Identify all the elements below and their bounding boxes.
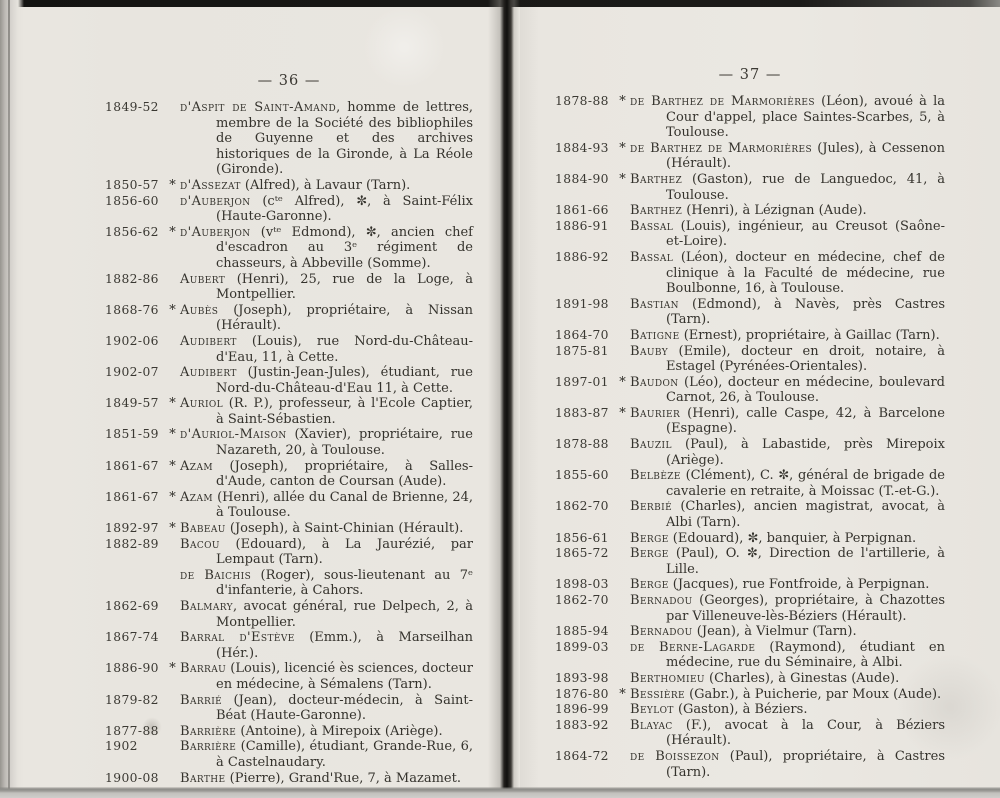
entry-text: (Alfred), à Lavaur (Tarn). (240, 177, 411, 193)
entry-name: Auriol (180, 396, 224, 412)
entry-years: 1899-03 (555, 639, 609, 654)
entry-name: Barthe (180, 770, 226, 786)
directory-entry (555, 406, 945, 437)
directory-entry (105, 568, 473, 599)
entry-years: 1892-97 (105, 521, 159, 536)
directory-entry (555, 687, 945, 703)
book-left-edge (0, 0, 24, 798)
entry-name: Bassal (630, 249, 674, 265)
entry-text: (Emile), docteur en droit, notaire, à Estagel (Pyrénées-Orientales). (666, 343, 945, 375)
entry-years: 1849-57 (105, 396, 159, 411)
entry-text: (Jean), à Vielmur (Tarn). (692, 624, 857, 640)
entry-text: (Jules), à Cessenon (Hérault). (666, 140, 945, 172)
entry-name: Barrière (180, 723, 237, 739)
entry-text: (Gabr.), à Puicherie, par Moux (Aude). (684, 686, 942, 702)
entry-text: (R. P.), professeur, à l'Ecole Captier, à Saint-Sébastien. (216, 396, 473, 427)
entry-text: (Charles), à Ginestas (Aude). (704, 670, 900, 686)
entry-years: 1879-82 (105, 692, 159, 707)
entry-text: (Pierre), Grand'Rue, 7, à Mazamet. (225, 770, 461, 786)
entry-name: de Berne-Lagarde (630, 639, 756, 655)
directory-entry (555, 718, 945, 749)
entry-text: (Edmond), à Navès, près Castres (Tarn). (666, 296, 945, 328)
entry-text: (Henri), calle Caspe, 42, à Barcelone (Espagne). (666, 405, 945, 437)
directory-entry (555, 749, 945, 780)
entry-name: Belbèze (630, 468, 681, 484)
entry-text: (Xavier), propriétaire, rue Nazareth, 20, à Toulouse. (216, 427, 473, 459)
entry-name: de Barthez de Marmorières (630, 94, 815, 109)
entry-years: 1855-60 (555, 468, 609, 483)
entry-text: (Paul), propriétaire, à Castres (Tarn). (666, 748, 945, 780)
entry-membership-asterisk: * (619, 405, 626, 421)
entry-text: (Edouard), à La Jaurézié, par Lempaut (Tarn). (216, 536, 473, 568)
entry-years: 1849-52 (105, 100, 159, 114)
entry-text: (Gaston), à Béziers. (673, 702, 808, 718)
entry-name: d'Auriol-Maison (180, 427, 287, 443)
directory-entry (555, 702, 945, 718)
entry-name: de Barthez de Marmorières (630, 140, 813, 156)
entry-years: 1868-76 (105, 302, 159, 317)
page-number: — 36 — (257, 73, 321, 89)
entry-name: d'Auberjon (180, 193, 251, 209)
scan-bottom-edge (0, 787, 1000, 798)
entry-name: Bernadou (630, 593, 693, 608)
entry-membership-asterisk: * (619, 686, 626, 702)
entry-text: (Henri), à Lézignan (Aude). (682, 203, 867, 219)
entry-text: (Jacques), rue Fontfroide, à Perpignan. (668, 577, 930, 593)
entry-years: 1885-94 (555, 624, 609, 639)
book-gutter-shadow (488, 0, 520, 792)
entry-years: 1861-67 (105, 458, 159, 473)
entry-text: (Louis), rue Nord-du-Château-d'Eau, 11, à Cette. (216, 333, 473, 365)
entry-text: (Edouard), ✼, banquier, à Perpignan. (668, 530, 917, 546)
entry-text: (Camille), étudiant, Grande-Rue, 6, à Castelnaudary. (216, 739, 473, 770)
entry-text: (Roger), sous-lieutenant au 7ᵉ d'infanterie, à Cahors. (216, 567, 474, 599)
entry-name: Balmary (180, 599, 233, 614)
entry-text: (Paul), à Labastide, près Mirepoix (Ariège). (666, 437, 945, 468)
entry-years: 1878-88 (555, 437, 609, 452)
entry-name: Blayac (630, 717, 673, 733)
entry-membership-asterisk: * (619, 171, 626, 187)
entry-name: Batigne (630, 327, 680, 343)
entry-text: (Léon), docteur en médecine, chef de clinique à la Faculté de médecine, rue Boulbonne, 16, à Toulouse. (666, 249, 945, 297)
directory-entry (105, 178, 473, 194)
entry-text: (Léo), docteur en médecine, boulevard Carnot, 26, à Toulouse. (666, 374, 945, 406)
directory-entry (555, 624, 945, 640)
entry-years: 1865-72 (555, 546, 609, 561)
entry-membership-asterisk: * (169, 661, 176, 677)
entry-list (105, 100, 473, 786)
directory-entry (555, 172, 945, 203)
directory-entry (105, 537, 473, 568)
entry-text: (Joseph), à Saint-Chinian (Hérault). (225, 521, 464, 537)
entry-text: (Antoine), à Mirepoix (Ariège). (236, 723, 443, 739)
entry-name: Berge (630, 546, 669, 562)
entry-name: Barrau (180, 661, 227, 677)
directory-entry (555, 219, 945, 250)
entry-name: Azam (180, 458, 213, 474)
entry-name: Baudon (630, 374, 679, 390)
directory-entry (555, 203, 945, 219)
entry-membership-asterisk: * (169, 489, 176, 505)
entry-years: 1856-60 (105, 193, 159, 208)
entry-name: Bacou (180, 536, 220, 552)
page-37 (520, 7, 1000, 789)
directory-entry (555, 250, 945, 297)
directory-entry (555, 671, 945, 687)
entry-years: 1886-92 (555, 249, 609, 264)
entry-text: (Louis), licencié ès sciences, docteur en médecine, à Sémalens (Tarn). (216, 661, 473, 692)
entry-membership-asterisk: * (619, 94, 626, 109)
directory-entry (105, 272, 473, 303)
entry-name: Bauby (630, 343, 669, 359)
directory-entry (555, 468, 945, 499)
entry-years: 1862-69 (105, 599, 159, 613)
entry-membership-asterisk: * (169, 396, 176, 412)
entry-text: (Clément), C. ✼, général de brigade de cavalerie en retraite, à Moissac (T.-et-G.). (666, 468, 945, 499)
entry-text: (Jean), docteur-médecin, à Saint-Béat (Haute-Garonne). (216, 692, 473, 724)
entry-years: 1882-86 (105, 271, 159, 286)
entry-name: d'Aspit de Saint-Amand (180, 100, 337, 115)
entry-years: 1864-70 (555, 327, 609, 342)
directory-entry (555, 499, 945, 530)
entry-list (555, 94, 945, 780)
entry-membership-asterisk: * (619, 140, 626, 156)
directory-entry (555, 141, 945, 172)
entry-membership-asterisk: * (169, 177, 176, 193)
entry-years: 1862-70 (555, 499, 609, 514)
entry-name: d'Assezat (180, 177, 241, 193)
entry-membership-asterisk: * (169, 427, 176, 443)
directory-entry (105, 521, 473, 537)
entry-years: 1891-98 (555, 296, 609, 311)
entry-years: 1902 (105, 739, 138, 754)
directory-entry (105, 771, 473, 787)
entry-years: 1902-06 (105, 333, 159, 348)
entry-years: 1875-81 (555, 343, 609, 358)
directory-entry (105, 599, 473, 630)
entry-years: 1902-07 (105, 365, 159, 380)
entry-name: Audibert (180, 333, 237, 349)
directory-entry (555, 593, 945, 624)
entry-text: (Ernest), propriétaire, à Gaillac (Tarn). (679, 327, 940, 343)
entry-years: 1862-70 (555, 593, 609, 607)
directory-entry (105, 303, 473, 334)
directory-entry (105, 490, 473, 521)
entry-years: 1864-72 (555, 748, 609, 763)
directory-entry (555, 297, 945, 328)
entry-name: Bassal (630, 218, 674, 234)
entry-years: 1850-57 (105, 177, 159, 192)
entry-name: de Baichis (180, 567, 252, 583)
entry-years: 1886-91 (555, 218, 609, 233)
entry-years: 1886-90 (105, 661, 159, 676)
entry-years: 1893-98 (555, 670, 609, 685)
entry-text: (Emm.), à Marseilhan (Hér.). (216, 630, 473, 661)
entry-years: 1867-74 (105, 630, 159, 645)
directory-entry (105, 661, 473, 692)
entry-membership-asterisk: * (619, 374, 626, 390)
page-36 (24, 7, 488, 789)
directory-entry (555, 640, 945, 671)
directory-entry (105, 427, 473, 458)
entry-name: Beylot (630, 702, 674, 718)
entry-name: Berbié (630, 499, 673, 515)
directory-entry (105, 365, 473, 396)
entry-name: Baurier (630, 405, 681, 421)
directory-entry (555, 94, 945, 141)
entry-text: (vᵗᵉ Edmond), ✼, ancien chef d'escadron au 3ᵉ régiment de chasseurs, à Abbeville (Somme). (216, 224, 473, 271)
entry-name: Barthez (630, 203, 683, 219)
entry-text: (Léon), avoué à la Cour d'appel, place Saintes-Scarbes, 5, à Toulouse. (666, 94, 945, 141)
entry-text: (Raymond), étudiant en médecine, rue du Séminaire, à Albi. (666, 639, 945, 671)
entry-name: Azam (180, 489, 213, 505)
directory-entry (105, 396, 473, 427)
entry-name: Berge (630, 577, 669, 593)
entry-years: 1900-08 (105, 770, 159, 785)
directory-entry (555, 531, 945, 547)
entry-name: Aubès (180, 302, 219, 318)
entry-text: (Henri), 25, rue de la Loge, à Montpellier. (216, 271, 473, 303)
directory-entry (105, 724, 473, 740)
entry-years: 1898-03 (555, 577, 609, 592)
entry-membership-asterisk: * (169, 458, 176, 474)
entry-name: Babeau (180, 521, 226, 537)
entry-years: 1897-01 (555, 374, 609, 389)
entry-text: (Joseph), propriétaire, à Nissan (Hérault). (216, 302, 473, 334)
entry-text: (Gaston), rue de Languedoc, 41, à Toulouse. (666, 171, 945, 203)
entry-membership-asterisk: * (169, 302, 176, 318)
entry-name: Barrié (180, 692, 223, 708)
entry-text: (Joseph), propriétaire, à Salles-d'Aude, canton de Coursan (Aude). (212, 458, 473, 490)
entry-years: 1896-99 (555, 702, 609, 717)
directory-entry (555, 577, 945, 593)
entry-name: Berthomieu (630, 670, 705, 686)
entry-name: Bernadou (630, 624, 693, 640)
directory-entry (105, 630, 473, 661)
entry-name: Bessière (630, 686, 685, 702)
entry-years: 1856-62 (105, 224, 159, 239)
entry-text: (Justin-Jean-Jules), étudiant, rue Nord-du-Château-d'Eau 11, à Cette. (216, 365, 473, 396)
entry-text: , avocat général, rue Delpech, 2, à Montpellier. (216, 599, 473, 630)
entry-years: 1883-92 (555, 717, 609, 732)
directory-entry (555, 328, 945, 344)
entry-membership-asterisk: * (169, 224, 176, 240)
directory-entry (105, 693, 473, 724)
entry-text: (Charles), ancien magistrat, avocat, à Albi (Tarn). (666, 499, 945, 531)
entry-text: (F.), avocat à la Cour, à Béziers (Hérault). (666, 717, 945, 749)
entry-text: , homme de lettres, membre de la Société des bibliophiles de Guyenne et des archives historiques de la Gironde, à La Réole (Gironde). (216, 100, 474, 178)
entry-text: (cᵗᵉ Alfred), ✼, à Saint-Félix (Haute-Garonne). (216, 193, 473, 225)
entry-years: 1861-67 (105, 489, 159, 504)
entry-years: 1861-66 (555, 203, 609, 218)
entry-years: 1856-61 (555, 530, 609, 545)
directory-entry (555, 375, 945, 406)
entry-text: (Louis), ingénieur, au Creusot (Saône-et-Loire). (666, 218, 945, 250)
entry-years: 1876-80 (555, 686, 609, 701)
directory-entry (105, 459, 473, 490)
entry-name: de Boissezon (630, 748, 720, 764)
entry-name: Barral d'Estève (180, 630, 295, 646)
entry-name: Barrière (180, 739, 237, 755)
entry-years: 1884-93 (555, 140, 609, 155)
entry-name: Audibert (180, 365, 237, 381)
directory-entry (105, 225, 473, 272)
entry-years: 1878-88 (555, 94, 609, 108)
entry-name: Bastian (630, 296, 679, 312)
directory-entry (105, 739, 473, 770)
directory-entry (555, 344, 945, 375)
entry-years: 1882-89 (105, 536, 159, 551)
entry-years: 1884-90 (555, 171, 609, 186)
entry-years: 1877-88 (105, 723, 159, 738)
entry-text: (Paul), O. ✼, Direction de l'artillerie, à Lille. (666, 546, 945, 577)
entry-text: (Georges), propriétaire, à Chazottes par Villeneuve-lès-Béziers (Hérault). (666, 593, 945, 624)
entry-name: Berge (630, 530, 669, 546)
entry-years: 1851-59 (105, 427, 159, 442)
directory-entry (555, 546, 945, 577)
entry-years: 1883-87 (555, 405, 609, 420)
entry-name: Bauzil (630, 437, 672, 453)
entry-name: Aubert (180, 271, 226, 287)
directory-entry (105, 194, 473, 225)
directory-entry (555, 437, 945, 468)
directory-entry (105, 100, 473, 178)
book-left-edge-crease (8, 0, 10, 798)
directory-entry (105, 334, 473, 365)
entry-name: d'Auberjon (180, 224, 251, 240)
entry-name: Barthez (630, 171, 683, 187)
page-number: — 37 — (718, 67, 782, 83)
entry-membership-asterisk: * (169, 521, 176, 537)
entry-text: (Henri), allée du Canal de Brienne, 24, à Toulouse. (212, 489, 473, 521)
